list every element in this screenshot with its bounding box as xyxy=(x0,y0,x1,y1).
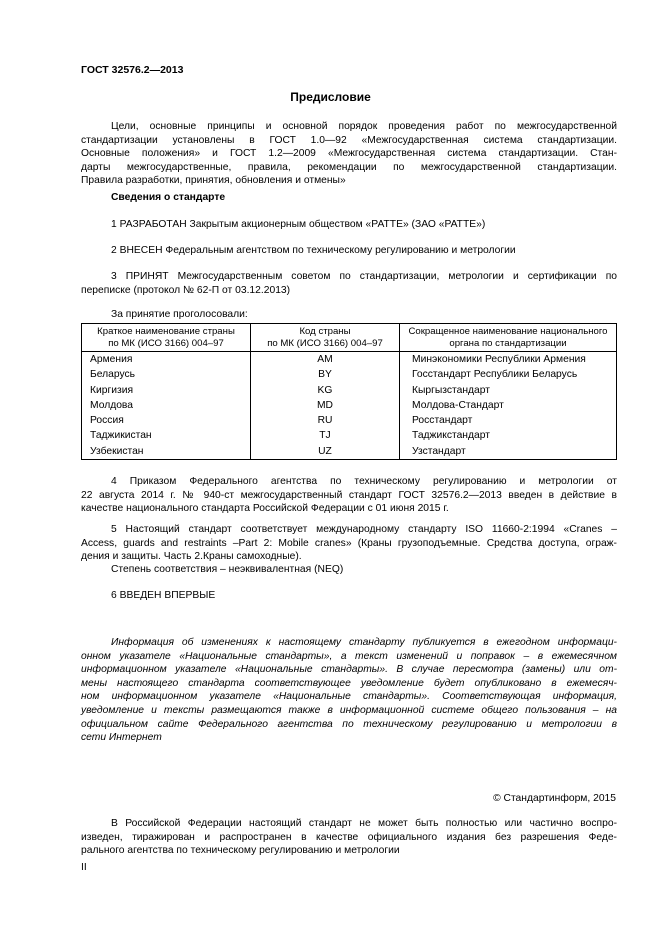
page-number: II xyxy=(81,862,87,873)
votes-caption: За принятие проголосовали: xyxy=(111,309,248,320)
item-4-line: качестве национального стандарта Российской Федерации с 01 июня 2015 г. xyxy=(81,503,449,515)
country-cell: Узбекистан xyxy=(82,444,251,460)
votes-table xyxy=(81,323,617,460)
info-line: официальном сайте Федерального агентства по техническому регулированию и метрологии в xyxy=(81,718,617,730)
item-3-line: 3 ПРИНЯТ Межгосударственным советом по стандартизации, метрологии и сертификации по xyxy=(111,271,617,282)
header-country: Краткое наименование страны по МК (ИСО 3166) 004–97 xyxy=(82,324,251,352)
item-5 xyxy=(81,523,617,564)
country-cell: Армения xyxy=(82,352,251,368)
code-cell: RU xyxy=(251,413,400,428)
item-4 xyxy=(81,475,617,516)
table-row xyxy=(82,444,617,460)
item-5-line: Access, guards and restraints –Part 2: Mobile cranes» (Краны грузоподъемные. Средства доступа, ограж- xyxy=(81,537,617,549)
table-row xyxy=(82,383,617,398)
legal-line: рального агентства по техническому регулированию и метрологии xyxy=(81,845,400,857)
code-cell: KG xyxy=(251,383,400,398)
info-line: онном указателе «Национальные стандарты», а текст изменений и поправок – в ежемесячном xyxy=(81,650,617,662)
table-row xyxy=(82,398,617,413)
intro-paragraph xyxy=(81,120,617,188)
body-cell: Узстандарт xyxy=(400,444,617,460)
body-cell: Госстандарт Республики Беларусь xyxy=(400,367,617,382)
body-cell: Росстандарт xyxy=(400,413,617,428)
intro-line: стандартизации установлены в ГОСТ 1.0—92 «Межгосударственная система стандартизации. xyxy=(81,134,617,146)
country-cell: Молдова xyxy=(82,398,251,413)
table-header-row xyxy=(82,324,617,352)
table-row xyxy=(82,428,617,443)
legal-line: изведен, тиражирован и распространен в качестве официального издания без разрешения Феде- xyxy=(81,831,617,843)
item-1: 1 РАЗРАБОТАН Закрытым акционерным обществом «РАТТЕ» (ЗАО «РАТТЕ») xyxy=(111,219,486,230)
table-row xyxy=(82,352,617,368)
code-cell: TJ xyxy=(251,428,400,443)
header-code: Код страны по МК (ИСО 3166) 004–97 xyxy=(251,324,400,352)
standard-code: ГОСТ 32576.2—2013 xyxy=(81,64,184,76)
country-cell: Таджикистан xyxy=(82,428,251,443)
body-cell: Молдова-Стандарт xyxy=(400,398,617,413)
copyright: © Стандартинформ, 2015 xyxy=(493,793,616,804)
legal-line: В Российской Федерации настоящий стандарт не может быть полностью или частично воспро- xyxy=(111,818,617,829)
item-6: 6 ВВЕДЕН ВПЕРВЫЕ xyxy=(111,590,216,601)
info-line: информационном указателе «Национальные стандарты». В случае пересмотра (замены) или от- xyxy=(81,664,617,676)
info-line: сети Интернет xyxy=(81,732,162,744)
item-2: 2 ВНЕСЕН Федеральным агентством по техническому регулированию и метрологии xyxy=(111,245,516,256)
intro-line: Основные положения» и ГОСТ 1.2—2009 «Межгосударственная система стандартизации. Стан- xyxy=(81,148,617,160)
item-4-line: 4 Приказом Федерального агентства по техническому регулированию и метрологии от xyxy=(111,476,617,487)
page-title: Предисловие xyxy=(290,90,371,104)
intro-line: дарты межгосударственные, правила, рекомендации по межгосударственной стандартизации. xyxy=(81,161,617,173)
country-cell: Беларусь xyxy=(82,367,251,382)
body-cell: Минэкономики Республики Армения xyxy=(400,352,617,368)
item-4-line: 22 августа 2014 г. № 940-ст межгосударственный стандарт ГОСТ 32576.2—2013 введен в действие в xyxy=(81,489,617,501)
country-cell: Россия xyxy=(82,413,251,428)
country-cell: Киргизия xyxy=(82,383,251,398)
section-subtitle: Сведения о стандарте xyxy=(111,192,226,203)
item-5-line: дения и защиты. Часть 2.Краны самоходные). xyxy=(81,551,302,563)
item-5-line: 5 Настоящий стандарт соответствует международному стандарту ISO 11660-2:1994 «Cranes – xyxy=(111,524,617,535)
code-cell: AM xyxy=(251,352,400,368)
code-cell: UZ xyxy=(251,444,400,460)
legal-notice xyxy=(81,817,617,858)
table-row xyxy=(82,413,617,428)
info-line: мены настоящего стандарта соответствующее уведомление будет опубликовано в ежемесяч- xyxy=(81,677,617,689)
info-line: ном информационном указателе «Национальные стандарты». Соответствующая информация, xyxy=(81,691,617,703)
item-3-line: переписке (протокол № 62-П от 03.12.2013) xyxy=(81,284,291,296)
item-3 xyxy=(81,270,617,297)
header-body: Сокращенное наименование национального органа по стандартизации xyxy=(400,324,617,352)
code-cell: MD xyxy=(251,398,400,413)
body-cell: Кыргызстандарт xyxy=(400,383,617,398)
intro-line: Цели, основные принципы и основной порядок проведения работ по межгосударственной xyxy=(111,121,617,132)
body-cell: Таджикстандарт xyxy=(400,428,617,443)
item-5-degree: Степень соответствия – неэквивалентная (NEQ) xyxy=(111,564,344,575)
code-cell: BY xyxy=(251,367,400,382)
info-line: уведомление и тексты размещаются также в информационной системе общего пользования – на xyxy=(81,704,617,716)
table-row xyxy=(82,367,617,382)
info-paragraph xyxy=(81,636,617,745)
intro-line: Правила разработки, принятия, обновления и отмены» xyxy=(81,175,346,187)
info-line: Информация об изменениях к настоящему стандарту публикуется в ежегодном информаци- xyxy=(111,637,617,648)
